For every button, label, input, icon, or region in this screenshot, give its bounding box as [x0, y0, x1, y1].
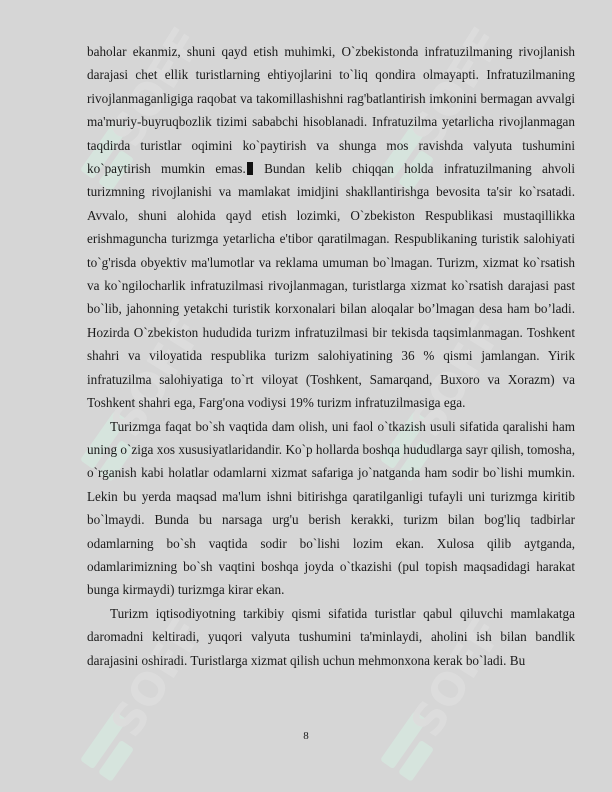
paragraph-3: Turizm iqtisodiyotning tarkibiy qismi sifatida turistlar qabul qiluvchi mamlakatga daromadni keltiradi, yuqori valyuta tushumini ta'minlaydi, aholini ish bilan bandlik darajasini oshiradi. Turistlarga xizmat qilish uchun mehmonxona kerak bo`ladi. Bu	[87, 605, 575, 668]
svg-text:SOFF: SOFF	[101, 19, 213, 156]
paragraph-2: Turizmga faqat bo`sh vaqtida dam olish, uni faol o`tkazish usuli sifatida qaralishi ham uning o`ziga xos xususiyatlaridandir. Ko`p hollarda boshqa hududlarga sayr qilish, tomosha, o`rganish kabi holatlar odamlarni xizmat safariga jo`natganda ham sodir bo`lishi mumkin. Lekin bu yerda maqsad ma'lum ishni bitirishga qaratilganligi tufayli uni turizmga kiritib bo`lmaydi. Bunda bu narsaga urg'u berish kerakki, turizm bilan bog'liq tadbirlar odamlarning bo`sh vaqtida sodir bo`lishi lozim ekan. Xulosa qilib aytganda, odamlarimizning bo`sh vaqtini boshqa joyda o`tkazishi (pul topish maqsadidagi harakat bunga kirmaydi) turizmga kirar ekan.	[87, 418, 575, 598]
svg-text:SOFF: SOFF	[101, 609, 213, 746]
svg-text:SOFF: SOFF	[101, 309, 213, 446]
paragraph-1	[87, 40, 575, 415]
body-text	[87, 40, 575, 672]
svg-text:SOFF: SOFF	[401, 309, 513, 446]
page-number: 8	[303, 730, 309, 742]
text-cursor	[247, 162, 253, 175]
paragraph-1-part-1: baholar ekanmiz, shuni qayd etish muhimki, O`zbekistonda infratuzilmaning rivojlanish darajasi chet ellik turistlarning ehtiyojlarini to`liq qondira olmayapti. Infratuzilmaning rivojlanmaganligiga raqobat va takomillashishni rag'batlantirish imkonini bermagan avvalgi ma'muriy-buyruqbozlik tizimi sababchi hisoblanadi. Infratuzilma yetarlicha rivojlanmagan taqdirda turistlar oqimini ko`paytirish va shunga mos ravishda valyuta tushumini ko`paytirish mumkin emas.	[87, 44, 575, 177]
svg-text:SOFF: SOFF	[401, 19, 513, 156]
svg-text:SOFF: SOFF	[401, 609, 513, 746]
paragraph-1-part-2: Bundan kelib chiqqan holda infratuzilmaning ahvoli turizmning rivojlanishi va mamlakat imidjini shakllantirishga bevosita ta'sir ko`rsatadi. Avvalo, shuni alohida qayd etish lozimki, O`zbekiston Respublikasi mustaqillikka erishmaguncha turizmga yetarlicha e'tibor qaratilmagan. Respublikaning turistik salohiyati to`g'risda obyektiv ma'lumotlar va reklama umuman bo`lmagan. Turizm, xizmat ko`rsatish va ko`ngilocharlik infratuzilmasi rivojlanmagan, turistlarga xizmat ko`rsatish darajasi past bo`lib, jahonning yetakchi turistik korxonalari bilan aloqalar bo’lmagan desa ham bo’ladi. Hozirda O`zbekiston hududida turizm infratuzilmasi bir tekisda taqsimlanmagan. Toshkent shahri va viloyatida respublika turizm salohiyatining 36 % qismi jamlangan. Yirik infratuzilma salohiyatiga to`rt viloyat (Toshkent, Samarqand, Buxoro va Xorazm) va Toshkent shahri ega, Farg'ona vodiysi 19% turizm infratuzilmasiga ega.	[87, 161, 575, 411]
